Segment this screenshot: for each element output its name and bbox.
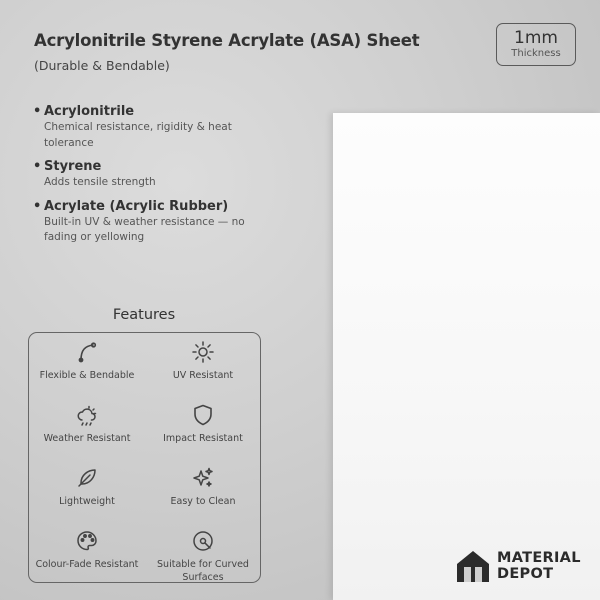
feature-impact [145, 403, 261, 446]
brand-logo [455, 548, 585, 584]
feature-label: Easy to Clean [170, 496, 236, 507]
component-description: Chemical resistance, rigidity & heat tolerance [44, 121, 232, 149]
page-subtitle: (Durable & Bendable) [34, 58, 170, 73]
bullet-icon: • [33, 159, 42, 174]
sun-icon [191, 340, 215, 364]
feature-label: Impact Resistant [163, 433, 243, 444]
palette-icon [75, 529, 99, 553]
list-item [30, 103, 275, 151]
feature-label: Suitable for Curved Surfaces [157, 559, 249, 583]
thickness-label: Thickness [511, 48, 561, 59]
flexible-curve-icon [75, 340, 99, 364]
composition-list [30, 103, 275, 253]
thickness-value: 1mm [514, 28, 558, 48]
feather-icon [75, 466, 99, 490]
feature-label: UV Resistant [172, 370, 234, 381]
component-name: Styrene [44, 159, 102, 174]
component-description: Built-in UV & weather resistance — no fading or yellowing [44, 215, 245, 243]
house-logo-icon [455, 548, 491, 584]
shield-icon [191, 403, 215, 427]
bullet-icon: • [33, 104, 42, 119]
features-title: Features [112, 307, 176, 323]
list-item [30, 158, 275, 191]
features-grid [28, 332, 261, 583]
feature-flexible [29, 340, 145, 383]
feature-weather [29, 403, 145, 446]
feature-label: Lightweight [59, 496, 115, 507]
curved-surface-icon [191, 529, 215, 553]
thickness-badge [496, 23, 576, 66]
feature-curved-surfaces [145, 529, 261, 584]
component-name: Acrylonitrile [44, 104, 135, 119]
feature-label: Flexible & Bendable [39, 370, 135, 381]
brand-name-line1: MATERIAL [497, 550, 581, 566]
list-item [30, 198, 275, 246]
feature-label: Weather Resistant [43, 433, 131, 444]
feature-easy-clean [145, 466, 261, 509]
feature-label: Colour-Fade Resistant [35, 559, 139, 570]
asa-sheet-image [333, 113, 600, 600]
feature-lightweight [29, 466, 145, 509]
weather-cloud-icon [75, 403, 99, 427]
sparkles-icon [191, 466, 215, 490]
component-name: Acrylate (Acrylic Rubber) [44, 198, 229, 214]
feature-uv [145, 340, 261, 383]
bullet-icon: • [33, 198, 42, 214]
page-title: Acrylonitrile Styrene Acrylate (ASA) Sheet [34, 31, 420, 50]
component-description: Adds tensile strength [44, 176, 156, 188]
brand-name-line2: DEPOT [497, 566, 554, 582]
feature-colour-fade [29, 529, 145, 572]
